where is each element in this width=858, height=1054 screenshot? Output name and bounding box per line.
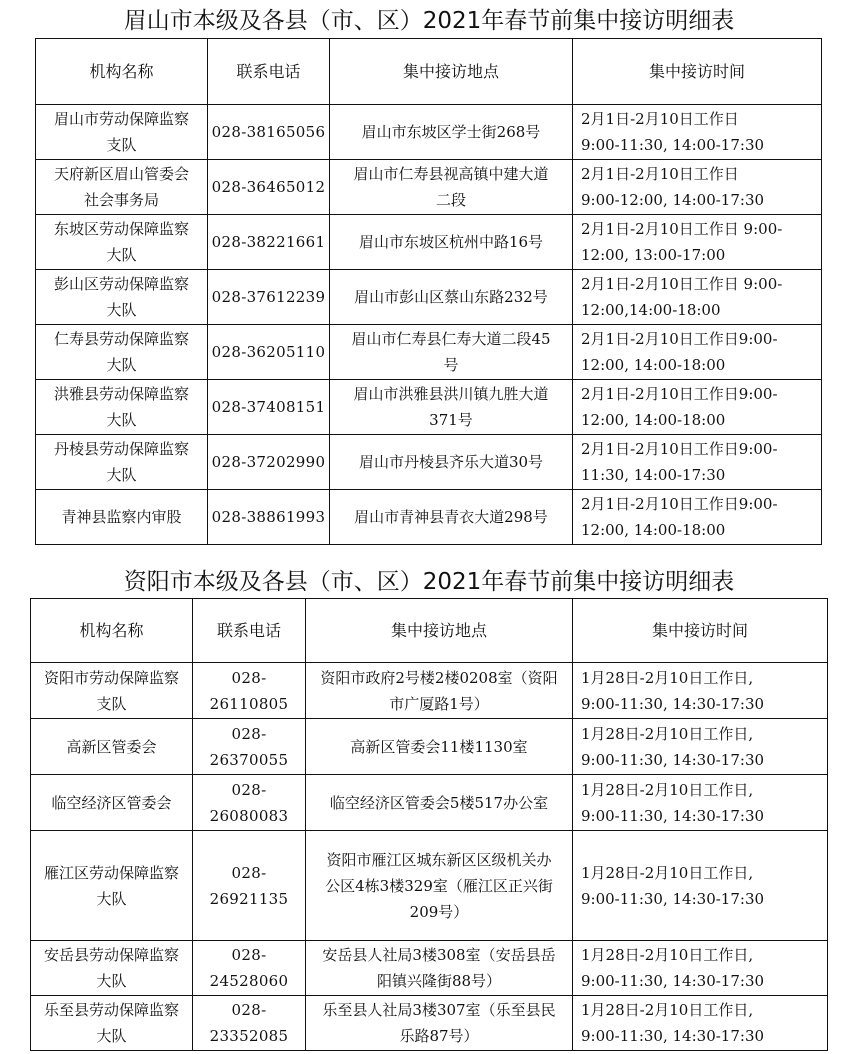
cell-text-line: 眉山市劳动保障监察 xyxy=(53,110,189,128)
time-cell xyxy=(573,719,828,775)
cell-text-line: 安岳县人社局3楼308室（安岳县岳 xyxy=(322,946,556,964)
cell-text-line: 东坡区劳动保障监察 xyxy=(53,220,189,238)
cell-text-line: 眉山市青神县青衣大道298号 xyxy=(354,508,548,526)
cell-text-line: 028-26370055 xyxy=(209,724,289,769)
cell-text-line: 雁江区劳动保障监察 xyxy=(43,863,179,882)
cell-text-line: 大队 xyxy=(106,411,137,429)
cell-text-line: 大队 xyxy=(106,246,137,264)
cell-text-line: 12:00,14:00-18:00 xyxy=(581,301,721,319)
table-row xyxy=(31,831,828,941)
time-cell xyxy=(573,775,828,831)
cell-text-line: 028-36205110 xyxy=(211,343,326,361)
table-row xyxy=(31,996,828,1051)
cell-text-line: 大队 xyxy=(106,301,137,319)
cell-text-line: 2月1日-2月10日工作日 xyxy=(581,165,739,183)
cell-text-line: 大队 xyxy=(96,972,127,990)
cell-text-line: 11:30, 14:00-17:30 xyxy=(581,466,726,484)
cell-text-line: 028-37202990 xyxy=(211,453,326,471)
cell-text-line: 资阳市劳动保障监察 xyxy=(43,668,179,687)
cell-text-line: 青神县监察内审股 xyxy=(61,508,182,526)
header-time: 集中接访时间 xyxy=(573,39,822,105)
cell-text-line: 028-36465012 xyxy=(211,178,326,196)
org-name-cell xyxy=(31,719,193,775)
cell-text-line: 大队 xyxy=(106,356,137,374)
time-cell xyxy=(573,663,828,719)
phone-cell xyxy=(208,380,330,435)
cell-text-line: 支队 xyxy=(96,694,127,713)
cell-text-line: 仁寿县劳动保障监察 xyxy=(53,330,189,348)
org-name-cell xyxy=(36,270,208,325)
cell-text-line: 支队 xyxy=(106,136,137,154)
cell-text-line: 028-23352085 xyxy=(209,1001,289,1045)
cell-text-line: 2月1日-2月10日工作日 9:00- xyxy=(581,220,783,238)
table-row xyxy=(36,270,822,325)
cell-text-line: 洪雅县劳动保障监察 xyxy=(53,385,189,403)
location-cell xyxy=(330,270,573,325)
phone-cell xyxy=(208,215,330,270)
time-cell xyxy=(573,996,828,1051)
org-name-cell xyxy=(36,160,208,215)
cell-text-line: 号 xyxy=(443,356,459,374)
org-name-cell xyxy=(36,325,208,380)
time-cell xyxy=(573,270,822,325)
cell-text-line: 高新区管委会 xyxy=(66,737,157,756)
cell-text-line: 1月28日-2月10日工作日, xyxy=(581,668,754,687)
time-cell xyxy=(573,215,822,270)
header-org-name: 机构名称 xyxy=(36,39,208,105)
cell-text-line: 2月1日-2月10日工作日9:00- xyxy=(581,330,778,348)
time-cell xyxy=(573,490,822,545)
cell-text-line: 资阳市雁江区城东新区区级机关办 xyxy=(326,850,552,869)
cell-text-line: 临空经济区管委会 xyxy=(51,793,172,812)
org-name-cell xyxy=(31,941,193,996)
phone-cell xyxy=(208,270,330,325)
phone-cell xyxy=(193,941,306,996)
cell-text-line: 9:00-11:30, 14:00-17:30 xyxy=(581,136,765,154)
location-cell xyxy=(306,996,573,1051)
header-location: 集中接访地点 xyxy=(306,599,573,663)
org-name-cell xyxy=(31,663,193,719)
cell-text-line: 028-26080083 xyxy=(209,780,289,825)
cell-text-line: 市广厦路1号） xyxy=(389,694,489,713)
time-cell xyxy=(573,435,822,490)
cell-text-line: 9:00-11:30, 14:30-17:30 xyxy=(581,889,765,908)
header-phone: 联系电话 xyxy=(193,599,306,663)
org-name-cell xyxy=(36,215,208,270)
location-cell xyxy=(306,941,573,996)
cell-text-line: 9:00-11:30, 14:30-17:30 xyxy=(581,1027,765,1045)
cell-text-line: 028-38221661 xyxy=(211,233,326,251)
cell-text-line: 二段 xyxy=(435,191,466,209)
header-phone: 联系电话 xyxy=(208,39,330,105)
cell-text-line: 9:00-11:30, 14:30-17:30 xyxy=(581,972,765,990)
cell-text-line: 9:00-11:30, 14:30-17:30 xyxy=(581,806,765,825)
phone-cell xyxy=(193,775,306,831)
org-name-cell xyxy=(31,996,193,1051)
location-cell xyxy=(330,435,573,490)
cell-text-line: 028-38861993 xyxy=(211,508,326,526)
phone-cell xyxy=(208,160,330,215)
cell-text-line: 乐至县劳动保障监察 xyxy=(43,1001,179,1019)
phone-cell xyxy=(208,435,330,490)
org-name-cell xyxy=(31,831,193,941)
cell-text-line: 1月28日-2月10日工作日, xyxy=(581,724,754,743)
cell-text-line: 社会事务局 xyxy=(83,191,159,209)
cell-text-line: 1月28日-2月10日工作日, xyxy=(581,1001,754,1019)
cell-text-line: 彭山区劳动保障监察 xyxy=(53,275,189,293)
phone-cell xyxy=(208,325,330,380)
time-cell xyxy=(573,105,822,160)
cell-text-line: 028-26921135 xyxy=(209,863,289,908)
cell-text-line: 临空经济区管委会5楼517办公室 xyxy=(329,793,549,812)
cell-text-line: 乐至县人社局3楼307室（乐至县民 xyxy=(322,1001,556,1019)
cell-text-line: 12:00, 14:00-18:00 xyxy=(581,411,726,429)
cell-text-line: 12:00, 14:00-18:00 xyxy=(581,521,726,539)
cell-text-line: 丹棱县劳动保障监察 xyxy=(53,440,189,458)
time-cell xyxy=(573,325,822,380)
cell-text-line: 乐路87号） xyxy=(399,1027,479,1045)
table-row xyxy=(36,160,822,215)
ziyang-table xyxy=(30,598,828,1051)
table-row xyxy=(36,490,822,545)
phone-cell xyxy=(193,663,306,719)
location-cell xyxy=(306,719,573,775)
header-time: 集中接访时间 xyxy=(573,599,828,663)
cell-text-line: 1月28日-2月10日工作日, xyxy=(581,946,754,964)
table-row xyxy=(36,105,822,160)
phone-cell xyxy=(193,831,306,941)
cell-text-line: 9:00-12:00, 14:00-17:30 xyxy=(581,191,765,209)
location-cell xyxy=(330,105,573,160)
phone-cell xyxy=(193,996,306,1051)
time-cell xyxy=(573,160,822,215)
cell-text-line: 9:00-11:30, 14:30-17:30 xyxy=(581,694,765,713)
location-cell xyxy=(330,215,573,270)
meishan-table-title: 眉山市本级及各县（市、区）2021年春节前集中接访明细表 xyxy=(123,8,735,34)
cell-text-line: 028-37612239 xyxy=(211,288,326,306)
cell-text-line: 眉山市仁寿县视高镇中建大道 xyxy=(353,165,549,183)
cell-text-line: 眉山市东坡区学士街268号 xyxy=(361,123,541,141)
cell-text-line: 阳镇兴隆街88号） xyxy=(376,972,502,990)
cell-text-line: 大队 xyxy=(106,466,137,484)
cell-text-line: 028-24528060 xyxy=(209,946,289,990)
cell-text-line: 眉山市彭山区蔡山东路232号 xyxy=(354,288,548,306)
location-cell xyxy=(306,663,573,719)
phone-cell xyxy=(193,719,306,775)
phone-cell xyxy=(208,105,330,160)
table-row xyxy=(31,663,828,719)
cell-text-line: 天府新区眉山管委会 xyxy=(53,165,189,183)
cell-text-line: 12:00, 13:00-17:00 xyxy=(581,246,726,264)
cell-text-line: 2月1日-2月10日工作日9:00- xyxy=(581,440,778,458)
cell-text-line: 028-37408151 xyxy=(211,398,326,416)
cell-text-line: 眉山市丹棱县齐乐大道30号 xyxy=(358,453,544,471)
cell-text-line: 9:00-11:30, 14:30-17:30 xyxy=(581,750,765,769)
table-row xyxy=(31,775,828,831)
cell-text-line: 028-38165056 xyxy=(211,123,326,141)
time-cell xyxy=(573,941,828,996)
cell-text-line: 眉山市仁寿县仁寿大道二段45 xyxy=(351,330,551,348)
cell-text-line: 2月1日-2月10日工作日9:00- xyxy=(581,385,778,403)
cell-text-line: 1月28日-2月10日工作日, xyxy=(581,780,754,799)
location-cell xyxy=(306,831,573,941)
cell-text-line: 371号 xyxy=(429,411,473,429)
table-row xyxy=(36,215,822,270)
table-row xyxy=(36,380,822,435)
table-row xyxy=(36,435,822,490)
cell-text-line: 209号） xyxy=(409,902,469,921)
ziyang-table-title: 资阳市本级及各县（市、区）2021年春节前集中接访明细表 xyxy=(123,569,735,595)
cell-text-line: 028-26110805 xyxy=(209,668,289,713)
cell-text-line: 资阳市政府2号楼2楼0208室（资阳 xyxy=(320,668,558,687)
cell-text-line: 高新区管委会11楼1130室 xyxy=(350,737,528,756)
cell-text-line: 公区4栋3楼329室（雁江区正兴街 xyxy=(325,876,553,895)
location-cell xyxy=(330,490,573,545)
cell-text-line: 2月1日-2月10日工作日 9:00- xyxy=(581,275,783,293)
header-org-name: 机构名称 xyxy=(31,599,193,663)
table-row xyxy=(31,941,828,996)
location-cell xyxy=(330,160,573,215)
org-name-cell xyxy=(31,775,193,831)
cell-text-line: 大队 xyxy=(96,889,127,908)
location-cell xyxy=(330,380,573,435)
location-cell xyxy=(330,325,573,380)
meishan-table xyxy=(35,38,822,545)
cell-text-line: 1月28日-2月10日工作日, xyxy=(581,863,754,882)
table-row xyxy=(31,719,828,775)
cell-text-line: 12:00, 14:00-18:00 xyxy=(581,356,726,374)
cell-text-line: 2月1日-2月10日工作日 xyxy=(581,110,739,128)
cell-text-line: 大队 xyxy=(96,1027,127,1045)
cell-text-line: 眉山市洪雅县洪川镇九胜大道 xyxy=(353,385,549,403)
cell-text-line: 安岳县劳动保障监察 xyxy=(43,946,179,964)
org-name-cell xyxy=(36,435,208,490)
cell-text-line: 眉山市东坡区杭州中路16号 xyxy=(358,233,544,251)
org-name-cell xyxy=(36,380,208,435)
org-name-cell xyxy=(36,105,208,160)
org-name-cell xyxy=(36,490,208,545)
table-row xyxy=(36,325,822,380)
location-cell xyxy=(306,775,573,831)
cell-text-line: 2月1日-2月10日工作日9:00- xyxy=(581,495,778,513)
time-cell xyxy=(573,831,828,941)
time-cell xyxy=(573,380,822,435)
phone-cell xyxy=(208,490,330,545)
header-location: 集中接访地点 xyxy=(330,39,573,105)
